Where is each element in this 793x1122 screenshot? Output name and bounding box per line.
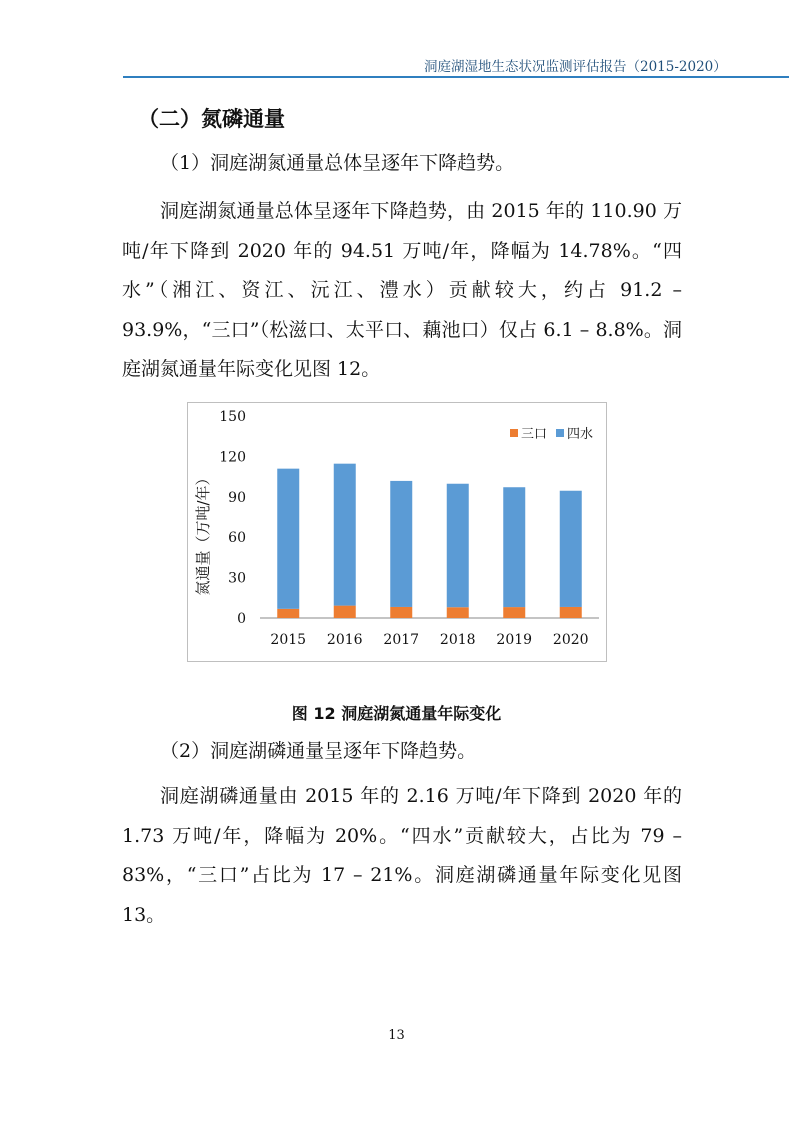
x-tick-label: 2015 [270, 632, 307, 648]
phosphorus-subtitle: （2）洞庭湖磷通量呈逐年下降趋势。 [160, 740, 477, 762]
legend-label: 四水 [567, 427, 594, 442]
legend-label: 三口 [521, 427, 548, 442]
figure-caption: 图 12 洞庭湖氮通量年际变化 [291, 704, 502, 723]
y-axis-label: 氮通量（万吨/年） [194, 470, 212, 596]
legend-swatch [510, 429, 518, 437]
x-tick-label: 2016 [326, 632, 363, 648]
legend-swatch [556, 429, 564, 437]
phosphorus-paragraph: 洞庭湖磷通量由 2015 年的 2.16 万吨/年下降到 2020 年的 1.73 万吨/年，降幅为 20%。“四水”贡献较大，占比为 79 – 83%，“三口”占比为 17 – 21%。洞庭湖磷通量年际变化见图 13。 [122, 785, 682, 926]
y-tick-label: 60 [228, 530, 246, 547]
y-tick-label: 90 [228, 489, 246, 506]
bar-sankou-2016 [334, 606, 356, 618]
page-number: 13 [388, 1028, 405, 1043]
y-tick-label: 120 [219, 449, 246, 466]
bar-sishui-2015 [277, 469, 299, 609]
y-tick-label: 0 [237, 611, 246, 627]
x-tick-label: 2019 [496, 632, 533, 648]
x-tick-label: 2017 [383, 632, 420, 648]
section-title: （二）氮磷通量 [138, 107, 285, 131]
legend [510, 426, 593, 442]
bar-sankou-2018 [447, 607, 469, 618]
y-tick-label: 30 [228, 570, 246, 587]
running-header: 洞庭湖湿地生态状况监测评估报告（2015-2020） [424, 59, 727, 75]
nitrogen-paragraph: 洞庭湖氮通量总体呈逐年下降趋势，由 2015 年的 110.90 万吨/年下降到 2020 年的 94.51 万吨/年，降幅为 14.78%。“四水”（湘江、资江、沅江、澧水）贡献较大，约占 91.2 – 93.9%，“三口”（松滋口、太平口、藕池口）仅占 6.1 – 8.8%。洞庭湖氮通量年际变化见图 12。 [122, 200, 682, 381]
nitrogen-subtitle: （1）洞庭湖氮通量总体呈逐年下降趋势。 [160, 152, 515, 174]
x-tick-label: 2020 [552, 632, 589, 648]
bar-sankou-2017 [390, 607, 412, 618]
bar-sishui-2016 [334, 464, 356, 606]
y-axis-ticks [219, 409, 246, 627]
y-tick-label: 150 [219, 409, 246, 425]
nitrogen-flux-chart [187, 402, 607, 662]
bar-sishui-2018 [447, 484, 469, 607]
bar-sankou-2020 [560, 607, 582, 618]
bar-sishui-2019 [503, 487, 525, 607]
x-axis-ticks [270, 632, 588, 648]
header-rule [123, 76, 789, 78]
chart-svg [188, 403, 606, 661]
bars [277, 464, 582, 618]
x-tick-label: 2018 [439, 632, 476, 648]
bar-sishui-2020 [560, 491, 582, 607]
bar-sankou-2015 [277, 609, 299, 618]
bar-sishui-2017 [390, 481, 412, 607]
bar-sankou-2019 [503, 607, 525, 618]
